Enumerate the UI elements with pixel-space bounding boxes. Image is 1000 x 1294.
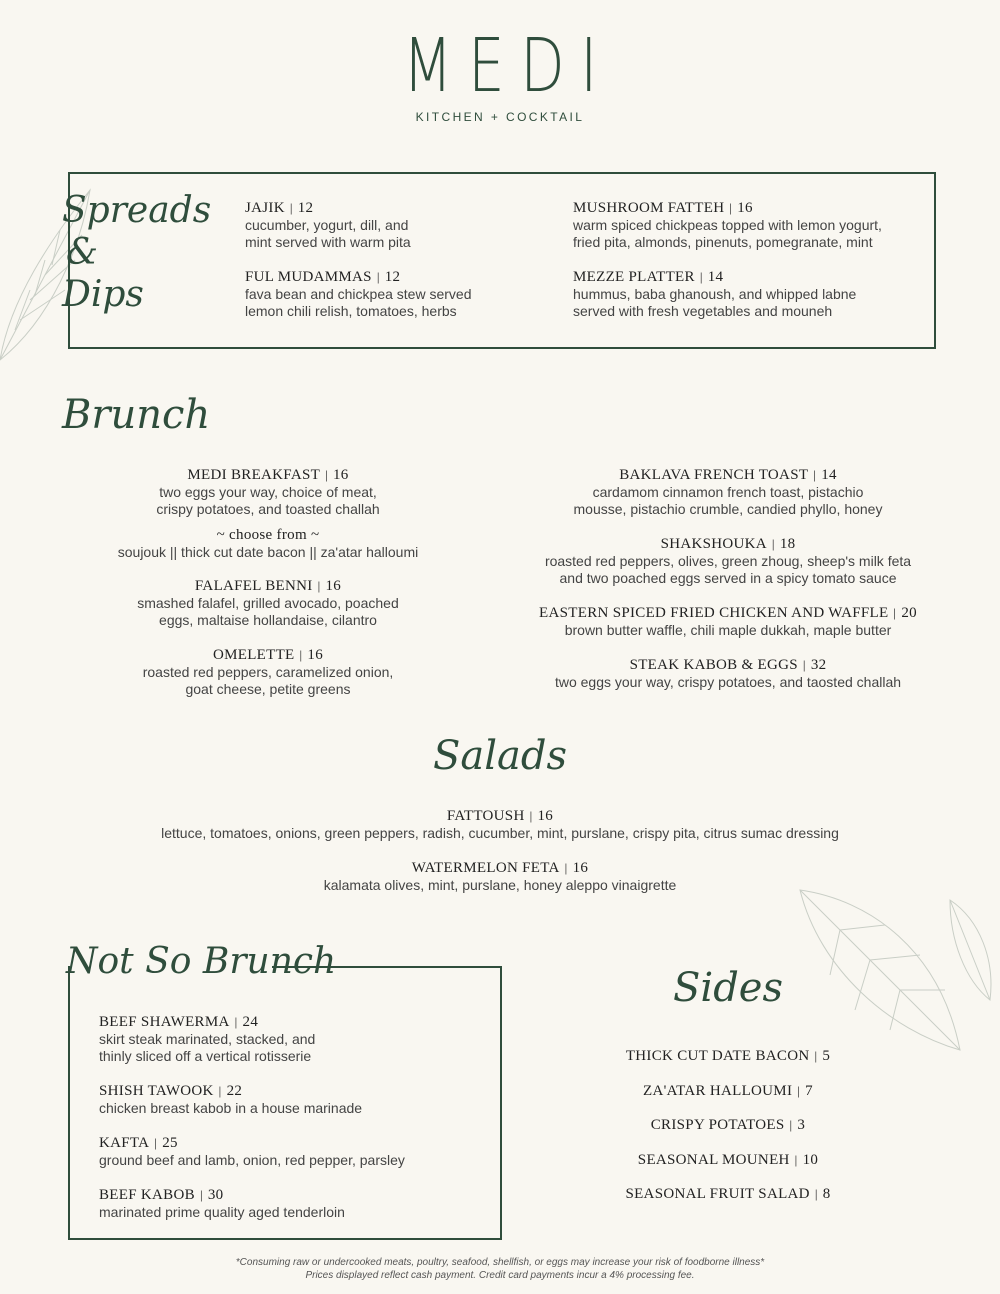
brunch-item: SHAKSHOUKA | 18 roasted red peppers, olives, green zhoug, sheep's milk feta and two poached eggs served in a spicy tomato sauce <box>544 536 912 586</box>
sides-item: SEASONAL FRUIT SALAD | 8 <box>625 1186 831 1202</box>
not-so-brunch-item: KAFTA | 25 ground beef and lamb, onion, red pepper, parsley <box>99 1135 405 1168</box>
sides-heading: Sides <box>673 965 783 1011</box>
sides-item: ZA'ATAR HALLOUMI | 7 <box>643 1083 813 1099</box>
disclaimer-processing-fee: Prices displayed reflect cash payment. Credit card payments incur a 4% processing fee. <box>305 1270 695 1281</box>
sides-item: THICK CUT DATE BACON | 5 <box>625 1048 831 1064</box>
brunch-item: STEAK KABOB & EGGS | 32 two eggs your way, crispy potatoes, and taosted challah <box>554 657 902 690</box>
tagline: KITCHEN + COCKTAIL <box>415 110 585 124</box>
not-so-brunch-item: BEEF KABOB | 30 marinated prime quality aged tenderloin <box>99 1187 345 1220</box>
brunch-item: EASTERN SPICED FRIED CHICKEN AND WAFFLE | 20 brown butter waffle, chili maple dukkah, maple butter <box>539 605 917 638</box>
logo-medi: MEDI <box>402 23 613 109</box>
brunch-heading: Brunch <box>62 392 211 438</box>
disclaimer-foodborne: *Consuming raw or undercooked meats, poultry, seafood, shellfish, or eggs may increase your risk of foodborne illness* <box>235 1257 765 1268</box>
spreads-heading: Spreads & Dips <box>62 190 212 315</box>
salad-item: FATTOUSH | 16 lettuce, tomatoes, onions, green peppers, radish, cucumber, mint, purslane, crispy pita, citrus sumac dressing <box>161 808 839 841</box>
not-so-brunch-heading: Not So Brunch <box>66 941 337 982</box>
sides-item: CRISPY POTATOES | 3 <box>650 1117 806 1133</box>
spreads-item: FUL MUDAMMAS | 12 fava bean and chickpea stew served lemon chili relish, tomatoes, herbs <box>245 269 472 319</box>
salads-heading: Salads <box>432 733 568 779</box>
sides-item: SEASONAL MOUNEH | 10 <box>637 1152 819 1168</box>
salad-item: WATERMELON FETA | 16 kalamata olives, mint, purslane, honey aleppo vinaigrette <box>323 860 677 893</box>
spreads-item: MEZZE PLATTER | 14 hummus, baba ghanoush, and whipped labne served with fresh vegetables and mouneh <box>573 269 857 319</box>
spreads-item: MUSHROOM FATTEH | 16 warm spiced chickpeas topped with lemon yogurt, fried pita, almonds, pinenuts, pomegranate, mint <box>573 200 882 250</box>
not-so-brunch-item: SHISH TAWOOK | 22 chicken breast kabob in a house marinade <box>99 1083 363 1116</box>
spreads-item: JAJIK | 12 cucumber, yogurt, dill, and mint served with warm pita <box>245 200 411 250</box>
brunch-item: OMELETTE | 16 roasted red peppers, caramelized onion, goat cheese, petite greens <box>142 647 394 697</box>
brunch-item: MEDI BREAKFAST | 16 two eggs your way, choice of meat, crispy potatoes, and toasted challah ~ choose from ~ soujouk || thick cut date bacon || za'atar halloumi <box>117 467 419 560</box>
brunch-item: FALAFEL BENNI | 16 smashed falafel, grilled avocado, poached eggs, maltaise hollandaise, cilantro <box>137 578 399 628</box>
brunch-item: BAKLAVA FRENCH TOAST | 14 cardamom cinnamon french toast, pistachio mousse, pistachio crumble, candied phyllo, honey <box>573 467 883 517</box>
not-so-brunch-item: BEEF SHAWERMA | 24 skirt steak marinated, stacked, and thinly sliced off a vertical rotisserie <box>99 1014 316 1064</box>
